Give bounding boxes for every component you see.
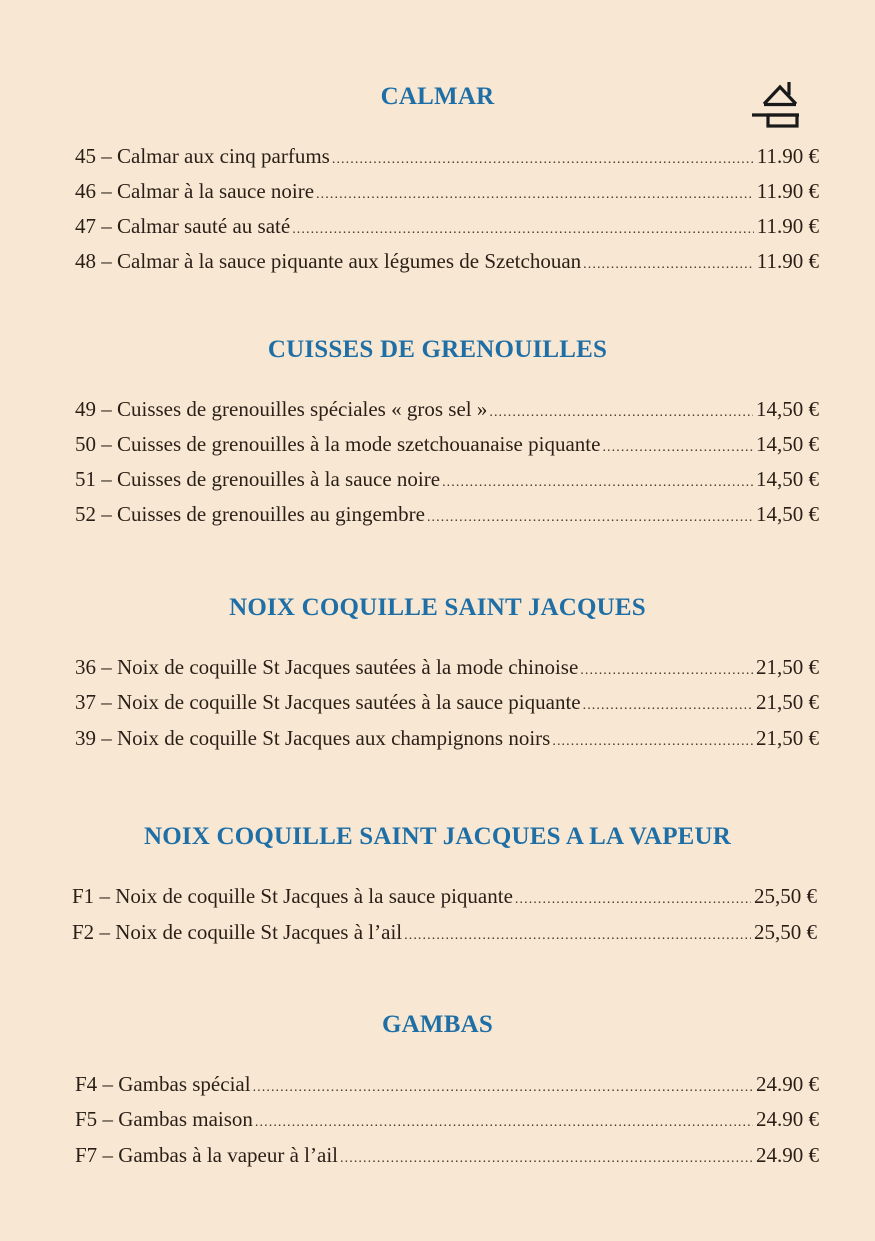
item-price: 11.90 € bbox=[756, 249, 819, 273]
item-code: 45 bbox=[75, 144, 96, 168]
item-label: 48 – Calmar à la sauce piquante aux légumes de Szetchouan bbox=[75, 249, 582, 273]
item-price: 14,50 € bbox=[756, 467, 819, 491]
item-label: 50 – Cuisses de grenouilles à la mode szetchouanaise piquante bbox=[75, 432, 601, 456]
menu-item bbox=[75, 397, 819, 427]
item-name: Cuisses de grenouilles à la mode szetchouanaise piquante bbox=[117, 432, 601, 456]
section-title: NOIX COQUILLE SAINT JACQUES bbox=[229, 594, 646, 621]
item-name: Noix de coquille St Jacques à l’ail bbox=[115, 920, 403, 944]
item-code: 36 bbox=[75, 655, 96, 679]
section-title: CUISSES DE GRENOUILLES bbox=[267, 336, 608, 363]
item-price: 11.90 € bbox=[756, 179, 819, 203]
item-name: Noix de coquille St Jacques à la sauce piquante bbox=[115, 884, 513, 908]
item-label: 37 – Noix de coquille St Jacques sautées à la sauce piquante bbox=[75, 690, 581, 714]
item-price: 24.90 € bbox=[756, 1072, 819, 1096]
item-price: 21,50 € bbox=[756, 726, 819, 750]
item-code: F2 bbox=[72, 920, 95, 944]
item-label: 36 – Noix de coquille St Jacques sautées à la mode chinoise bbox=[75, 655, 579, 679]
item-label: F2 – Noix de coquille St Jacques à l’ail bbox=[72, 920, 403, 944]
menu-item bbox=[75, 726, 819, 756]
dot-leader bbox=[580, 663, 753, 679]
dot-leader bbox=[602, 440, 753, 456]
dot-leader bbox=[332, 152, 754, 168]
item-code: F5 bbox=[75, 1107, 98, 1131]
item-name: Gambas spécial bbox=[118, 1072, 251, 1096]
item-label: F1 – Noix de coquille St Jacques à la sauce piquante bbox=[72, 884, 513, 908]
menu-item bbox=[75, 655, 819, 685]
dot-leader bbox=[340, 1151, 753, 1167]
item-code: 37 bbox=[75, 690, 96, 714]
item-code: 47 bbox=[75, 214, 96, 238]
dot-leader bbox=[442, 475, 753, 491]
item-label: F7 – Gambas à la vapeur à l’ail bbox=[75, 1143, 339, 1167]
section-cuisses-de-grenouilles bbox=[0, 333, 875, 367]
item-name: Cuisses de grenouilles à la sauce noire bbox=[117, 467, 441, 491]
section-title: CALMAR bbox=[380, 83, 495, 110]
item-label: 46 – Calmar à la sauce noire bbox=[75, 179, 315, 203]
dot-leader bbox=[404, 928, 751, 944]
item-price: 25,50 € bbox=[754, 884, 817, 908]
dot-leader bbox=[583, 698, 753, 714]
item-name: Gambas maison bbox=[118, 1107, 253, 1131]
menu-item bbox=[75, 467, 819, 497]
dot-leader bbox=[489, 405, 753, 421]
dot-leader bbox=[255, 1115, 753, 1131]
item-price: 11.90 € bbox=[756, 214, 819, 238]
item-code: F1 bbox=[72, 884, 95, 908]
dot-leader bbox=[552, 734, 753, 750]
item-label: 39 – Noix de coquille St Jacques aux champignons noirs bbox=[75, 726, 551, 750]
menu-item bbox=[75, 432, 819, 462]
section-gambas bbox=[0, 1008, 875, 1042]
item-price: 24.90 € bbox=[756, 1107, 819, 1131]
item-name: Calmar à la sauce noire bbox=[117, 179, 315, 203]
menu-item bbox=[75, 144, 819, 174]
item-name: Noix de coquille St Jacques aux champignons noirs bbox=[117, 726, 551, 750]
item-label: 52 – Cuisses de grenouilles au gingembre bbox=[75, 502, 425, 526]
section-noix-coquille-saint-jacques bbox=[0, 591, 875, 625]
item-code: 39 bbox=[75, 726, 96, 750]
menu-item bbox=[75, 179, 819, 209]
section-calmar bbox=[0, 80, 875, 114]
menu-item bbox=[75, 502, 819, 532]
menu-item bbox=[75, 1072, 819, 1102]
menu-item bbox=[75, 249, 819, 279]
item-name: Gambas à la vapeur à l’ail bbox=[118, 1143, 339, 1167]
menu-item bbox=[75, 214, 819, 244]
section-noix-coquille-saint-jacques-vapeur bbox=[0, 820, 875, 854]
item-price: 11.90 € bbox=[756, 144, 819, 168]
item-name: Calmar aux cinq parfums bbox=[117, 144, 330, 168]
item-code: 52 bbox=[75, 502, 96, 526]
item-name: Calmar à la sauce piquante aux légumes de Szetchouan bbox=[117, 249, 582, 273]
dot-leader bbox=[292, 222, 754, 238]
item-name: Cuisses de grenouilles spéciales « gros sel » bbox=[117, 397, 488, 421]
item-price: 25,50 € bbox=[754, 920, 817, 944]
section-title: GAMBAS bbox=[382, 1011, 493, 1038]
item-label: F5 – Gambas maison bbox=[75, 1107, 253, 1131]
menu-item bbox=[75, 690, 819, 720]
item-code: 49 bbox=[75, 397, 96, 421]
item-name: Cuisses de grenouilles au gingembre bbox=[117, 502, 425, 526]
item-name: Calmar sauté au saté bbox=[117, 214, 291, 238]
menu-item bbox=[72, 884, 817, 914]
item-label: 47 – Calmar sauté au saté bbox=[75, 214, 291, 238]
item-code: 46 bbox=[75, 179, 96, 203]
item-name: Noix de coquille St Jacques sautées à la mode chinoise bbox=[117, 655, 579, 679]
dot-leader bbox=[253, 1080, 753, 1096]
item-label: 49 – Cuisses de grenouilles spéciales « gros sel » bbox=[75, 397, 488, 421]
item-label: 51 – Cuisses de grenouilles à la sauce noire bbox=[75, 467, 441, 491]
item-label: F4 – Gambas spécial bbox=[75, 1072, 251, 1096]
item-label: 45 – Calmar aux cinq parfums bbox=[75, 144, 330, 168]
menu-item bbox=[75, 1143, 819, 1173]
dot-leader bbox=[316, 187, 754, 203]
menu-item bbox=[75, 1107, 819, 1137]
item-code: 50 bbox=[75, 432, 96, 456]
menu-item bbox=[72, 920, 817, 950]
item-code: F7 bbox=[75, 1143, 98, 1167]
item-price: 14,50 € bbox=[756, 432, 819, 456]
dot-leader bbox=[427, 510, 753, 526]
item-code: 51 bbox=[75, 467, 96, 491]
item-name: Noix de coquille St Jacques sautées à la sauce piquante bbox=[117, 690, 581, 714]
item-price: 24.90 € bbox=[756, 1143, 819, 1167]
item-price: 21,50 € bbox=[756, 690, 819, 714]
item-price: 14,50 € bbox=[756, 502, 819, 526]
dot-leader bbox=[515, 892, 751, 908]
dot-leader bbox=[583, 257, 754, 273]
item-price: 21,50 € bbox=[756, 655, 819, 679]
item-code: F4 bbox=[75, 1072, 98, 1096]
item-code: 48 bbox=[75, 249, 96, 273]
item-price: 14,50 € bbox=[756, 397, 819, 421]
section-title: NOIX COQUILLE SAINT JACQUES A LA VAPEUR bbox=[143, 823, 732, 850]
